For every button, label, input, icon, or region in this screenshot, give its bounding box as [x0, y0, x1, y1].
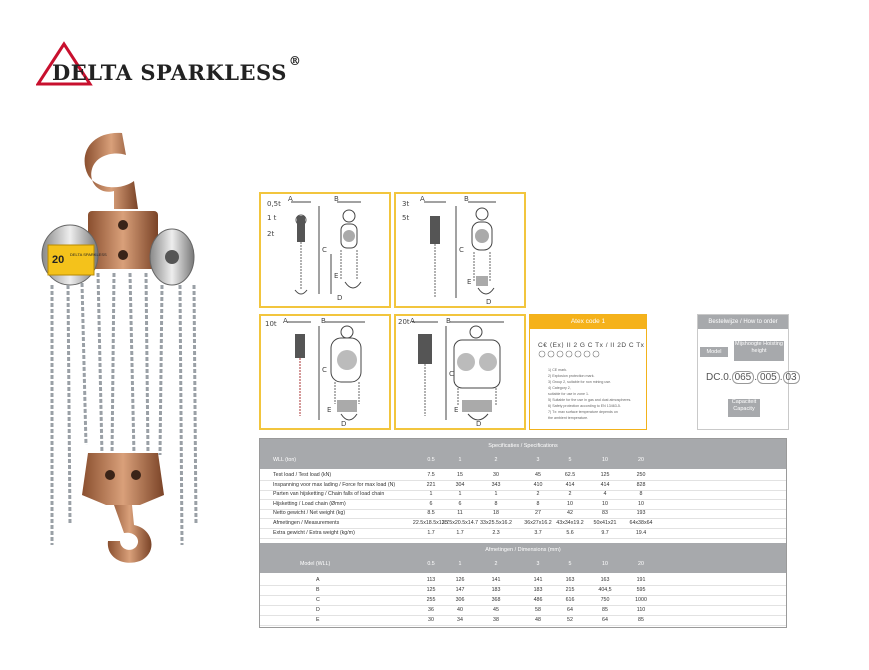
dim-label-c: C — [322, 246, 327, 254]
diagram-panel-2 — [394, 192, 526, 308]
row-divider — [260, 595, 786, 596]
table-cell: 125 — [600, 472, 610, 478]
table-header-cell: 10 — [602, 561, 608, 567]
dim-label-a: A — [283, 317, 288, 325]
table-cell: 36 — [428, 607, 434, 613]
atex-code: C€ ⟨Ex⟩ II 2 G C Tx / II 2D C Tx — [538, 342, 645, 349]
dim-label-e: E — [467, 278, 472, 286]
table-cell: 5.6 — [566, 529, 574, 536]
order-code: DC.0. 065 . 005 . 03 — [706, 372, 800, 383]
table-cell: 147 — [455, 587, 465, 593]
atex-note: 6) Safety protection according to EN 13463-5. — [548, 404, 621, 408]
dim-label-d: D — [486, 298, 492, 306]
table-cell: 52 — [567, 617, 573, 623]
row-label: E — [316, 617, 320, 623]
dim-title: Afmetingen / Dimensions (mm) — [485, 547, 561, 553]
panel-capacity: 20t — [398, 318, 410, 326]
table-cell: 2.3 — [492, 529, 500, 536]
table-cell: 45 — [535, 472, 541, 478]
table-cell: 22.5x18.5x13.7 — [412, 520, 450, 526]
table-cell: 10 — [602, 500, 608, 507]
row-divider — [260, 538, 786, 539]
table-cell: 110 — [636, 607, 646, 613]
table-header-label: WLL (ton) — [273, 457, 297, 463]
table-cell: 221 — [426, 481, 436, 488]
atex-note: 1) CE mark. — [548, 368, 568, 372]
hoisting-height-label: Mijshoogte Hoisting height — [734, 341, 784, 361]
table-cell: 486 — [533, 597, 543, 603]
table-cell: 343 — [491, 481, 501, 488]
table-cell: 2 — [568, 491, 572, 498]
table-header-cell: 0.5 — [427, 457, 435, 463]
atex-note: suitable for use in zone 1. — [548, 392, 589, 396]
table-header-label: Model (WLL) — [300, 561, 331, 567]
how-to-order-box — [697, 314, 797, 430]
table-cell: 368 — [491, 597, 501, 603]
diagram-panel-1 — [259, 192, 391, 308]
table-cell: 1 — [494, 491, 498, 498]
table-cell: 34 — [457, 617, 463, 623]
table-cell: 64 — [602, 617, 608, 623]
row-divider — [260, 585, 786, 586]
dim-label-d: D — [476, 420, 482, 428]
table-cell: 595 — [636, 587, 646, 593]
dim-label-b: B — [446, 317, 451, 325]
table-cell: 48 — [535, 617, 541, 623]
row-label: Afmetingen / Measurements — [273, 520, 340, 526]
atex-note: 4) Category 2, — [548, 386, 571, 390]
table-cell: 64x38x64 — [629, 520, 653, 526]
table-header-cell: 0.5 — [427, 561, 435, 567]
table-cell: 1 — [458, 491, 462, 498]
panel-capacity: 2t — [267, 230, 275, 238]
table-cell: 1.7 — [456, 529, 464, 536]
table-cell: 6 — [429, 500, 433, 507]
table-header-cell: 1 — [458, 457, 462, 463]
table-cell: 141 — [491, 577, 501, 583]
table-cell: 183 — [491, 587, 501, 593]
panel-capacity: 0,5t — [267, 200, 281, 208]
row-divider — [260, 615, 786, 616]
panel-capacity: 5t — [402, 214, 410, 222]
table-cell: 10 — [567, 500, 573, 507]
table-cell: 193 — [636, 510, 646, 517]
table-cell: 15 — [457, 472, 463, 478]
table-cell: 85 — [602, 607, 608, 613]
atex-title: Atex code 1 — [530, 315, 646, 329]
table-cell: 38 — [493, 617, 499, 623]
table-cell: 8.5 — [427, 510, 435, 517]
table-cell: 1 — [429, 491, 433, 498]
spec-title: Specificaties / Specifications — [488, 443, 558, 449]
table-cell: 40 — [457, 607, 463, 613]
dim-label-e: E — [327, 406, 332, 414]
row-label: Extra gewicht / Extra weight (kg/m) — [273, 529, 355, 536]
capacity-label: Capaciteit Capacity — [728, 399, 760, 417]
chain-hoist-image — [30, 125, 210, 565]
row-label: B — [316, 587, 320, 593]
table-header-cell: 20 — [638, 561, 644, 567]
dim-label-b: B — [334, 195, 339, 203]
table-cell: 414 — [565, 481, 575, 488]
table-cell: 3.7 — [534, 529, 542, 536]
table-cell: 33x25.5x16.2 — [480, 520, 512, 526]
table-header-cell: 5 — [568, 457, 572, 463]
specification-table — [259, 438, 787, 628]
row-divider — [260, 605, 786, 606]
table-cell: 8 — [639, 491, 643, 498]
table-cell: 64 — [567, 607, 573, 613]
table-cell: 19.4 — [635, 529, 647, 536]
brand-name: DELTA SPARKLESS ® — [52, 54, 302, 85]
table-cell: 141 — [533, 577, 543, 583]
dim-label-a: A — [410, 317, 415, 325]
dim-label-c: C — [459, 246, 464, 254]
table-cell: 250 — [636, 472, 646, 478]
row-label: Hijsketting / Load chain (Ømm) — [273, 500, 346, 507]
panel-capacity: 3t — [402, 200, 410, 208]
table-cell: 10 — [638, 500, 644, 507]
dim-label-a: A — [288, 195, 293, 203]
registered-mark: ® — [288, 54, 302, 68]
dim-label-b: B — [464, 195, 469, 203]
table-cell: 45 — [493, 607, 499, 613]
dim-label-e: E — [334, 272, 339, 280]
atex-note: 5) Suitable for the use in gas and dust atmospheres. — [548, 398, 632, 402]
table-cell: 7.5 — [427, 472, 435, 478]
table-cell: 62.5 — [564, 472, 576, 478]
row-label: D — [316, 607, 320, 613]
table-cell: 25.5x20.5x14.7 — [441, 520, 479, 526]
table-cell: 11 — [457, 510, 463, 517]
panel-capacity: 10t — [265, 320, 277, 328]
table-cell: 304 — [455, 481, 465, 488]
atex-note: 3) Group 2, suitable for non mining use. — [548, 380, 612, 384]
table-cell: 50x41x21 — [593, 520, 617, 526]
table-cell: 30 — [428, 617, 434, 623]
atex-numbering — [538, 349, 642, 359]
table-header-cell: 3 — [536, 561, 540, 567]
table-cell: 36x27x16.2 — [524, 520, 552, 526]
dim-label-a: A — [420, 195, 425, 203]
row-label: C — [316, 597, 320, 603]
table-header-cell: 20 — [638, 457, 644, 463]
table-cell: 18 — [493, 510, 499, 517]
table-cell: 750 — [600, 597, 610, 603]
table-cell: 163 — [565, 577, 575, 583]
table-cell: 9.7 — [601, 529, 609, 536]
table-cell: 410 — [533, 481, 543, 488]
panel-capacity: 1 t — [267, 214, 277, 222]
table-header-cell: 3 — [536, 457, 540, 463]
table-header-cell: 10 — [602, 457, 608, 463]
table-cell: 183 — [533, 587, 543, 593]
dim-label-c: C — [322, 366, 327, 374]
table-cell: 306 — [455, 597, 465, 603]
table-cell: 58 — [535, 607, 541, 613]
table-cell: 828 — [636, 481, 646, 488]
table-cell: 4 — [603, 491, 607, 498]
row-label: Test load / Test load (kN) — [273, 472, 332, 478]
table-cell: 27 — [535, 510, 541, 517]
table-cell: 1.7 — [427, 529, 435, 536]
table-header-cell: 2 — [494, 561, 498, 567]
dim-label-b: B — [321, 317, 326, 325]
table-cell: 414 — [600, 481, 610, 488]
order-title: Bestelwijze / How to order — [698, 315, 788, 329]
table-cell: 404,5 — [598, 587, 612, 593]
atex-note: the ambient temperature. — [548, 416, 589, 420]
table-cell: 6 — [458, 500, 462, 507]
table-cell: 85 — [638, 617, 644, 623]
dim-label-c: C — [449, 370, 454, 378]
table-cell: 191 — [636, 577, 646, 583]
table-cell: 42 — [567, 510, 573, 517]
table-header-cell: 1 — [458, 561, 462, 567]
row-divider — [260, 625, 786, 626]
table-cell: 8 — [536, 500, 540, 507]
table-cell: 125 — [426, 587, 436, 593]
model-label: Model — [700, 347, 728, 357]
dim-label-d: D — [341, 420, 347, 428]
atex-code-box — [529, 314, 647, 430]
diagram-panel-4 — [394, 314, 526, 430]
table-header-cell: 5 — [568, 561, 572, 567]
table-cell: 616 — [565, 597, 575, 603]
diagram-panel-3 — [259, 314, 391, 430]
table-header-cell: 2 — [494, 457, 498, 463]
capacity-label: 20 — [52, 254, 65, 266]
table-cell: 2 — [536, 491, 540, 498]
table-cell: 255 — [426, 597, 436, 603]
table-cell: 8 — [494, 500, 498, 507]
row-label: Inspanning voor max lading / Force for max load (N) — [273, 481, 396, 488]
table-cell: 1000 — [635, 597, 647, 603]
table-cell: 163 — [600, 577, 610, 583]
table-cell: 113 — [426, 577, 436, 583]
atex-note: 7) Tx: max surface temperature depends on — [548, 410, 618, 414]
dim-label-e: E — [454, 406, 459, 414]
table-cell: 83 — [602, 510, 608, 517]
dim-label-d: D — [337, 294, 343, 302]
table-cell: 43x34x19.2 — [556, 520, 584, 526]
atex-note: 2) Explosion protection mark. — [548, 374, 595, 378]
row-label: Parten van hijsketting / Chain falls of load chain — [273, 491, 385, 498]
table-cell: 126 — [455, 577, 465, 583]
table-cell: 30 — [493, 472, 499, 478]
table-cell: 215 — [565, 587, 575, 593]
row-label: A — [316, 577, 320, 583]
row-label: Netto gewicht / Net weight (kg) — [273, 510, 346, 517]
label-brand: DELTA SPARKLESS — [70, 252, 107, 257]
